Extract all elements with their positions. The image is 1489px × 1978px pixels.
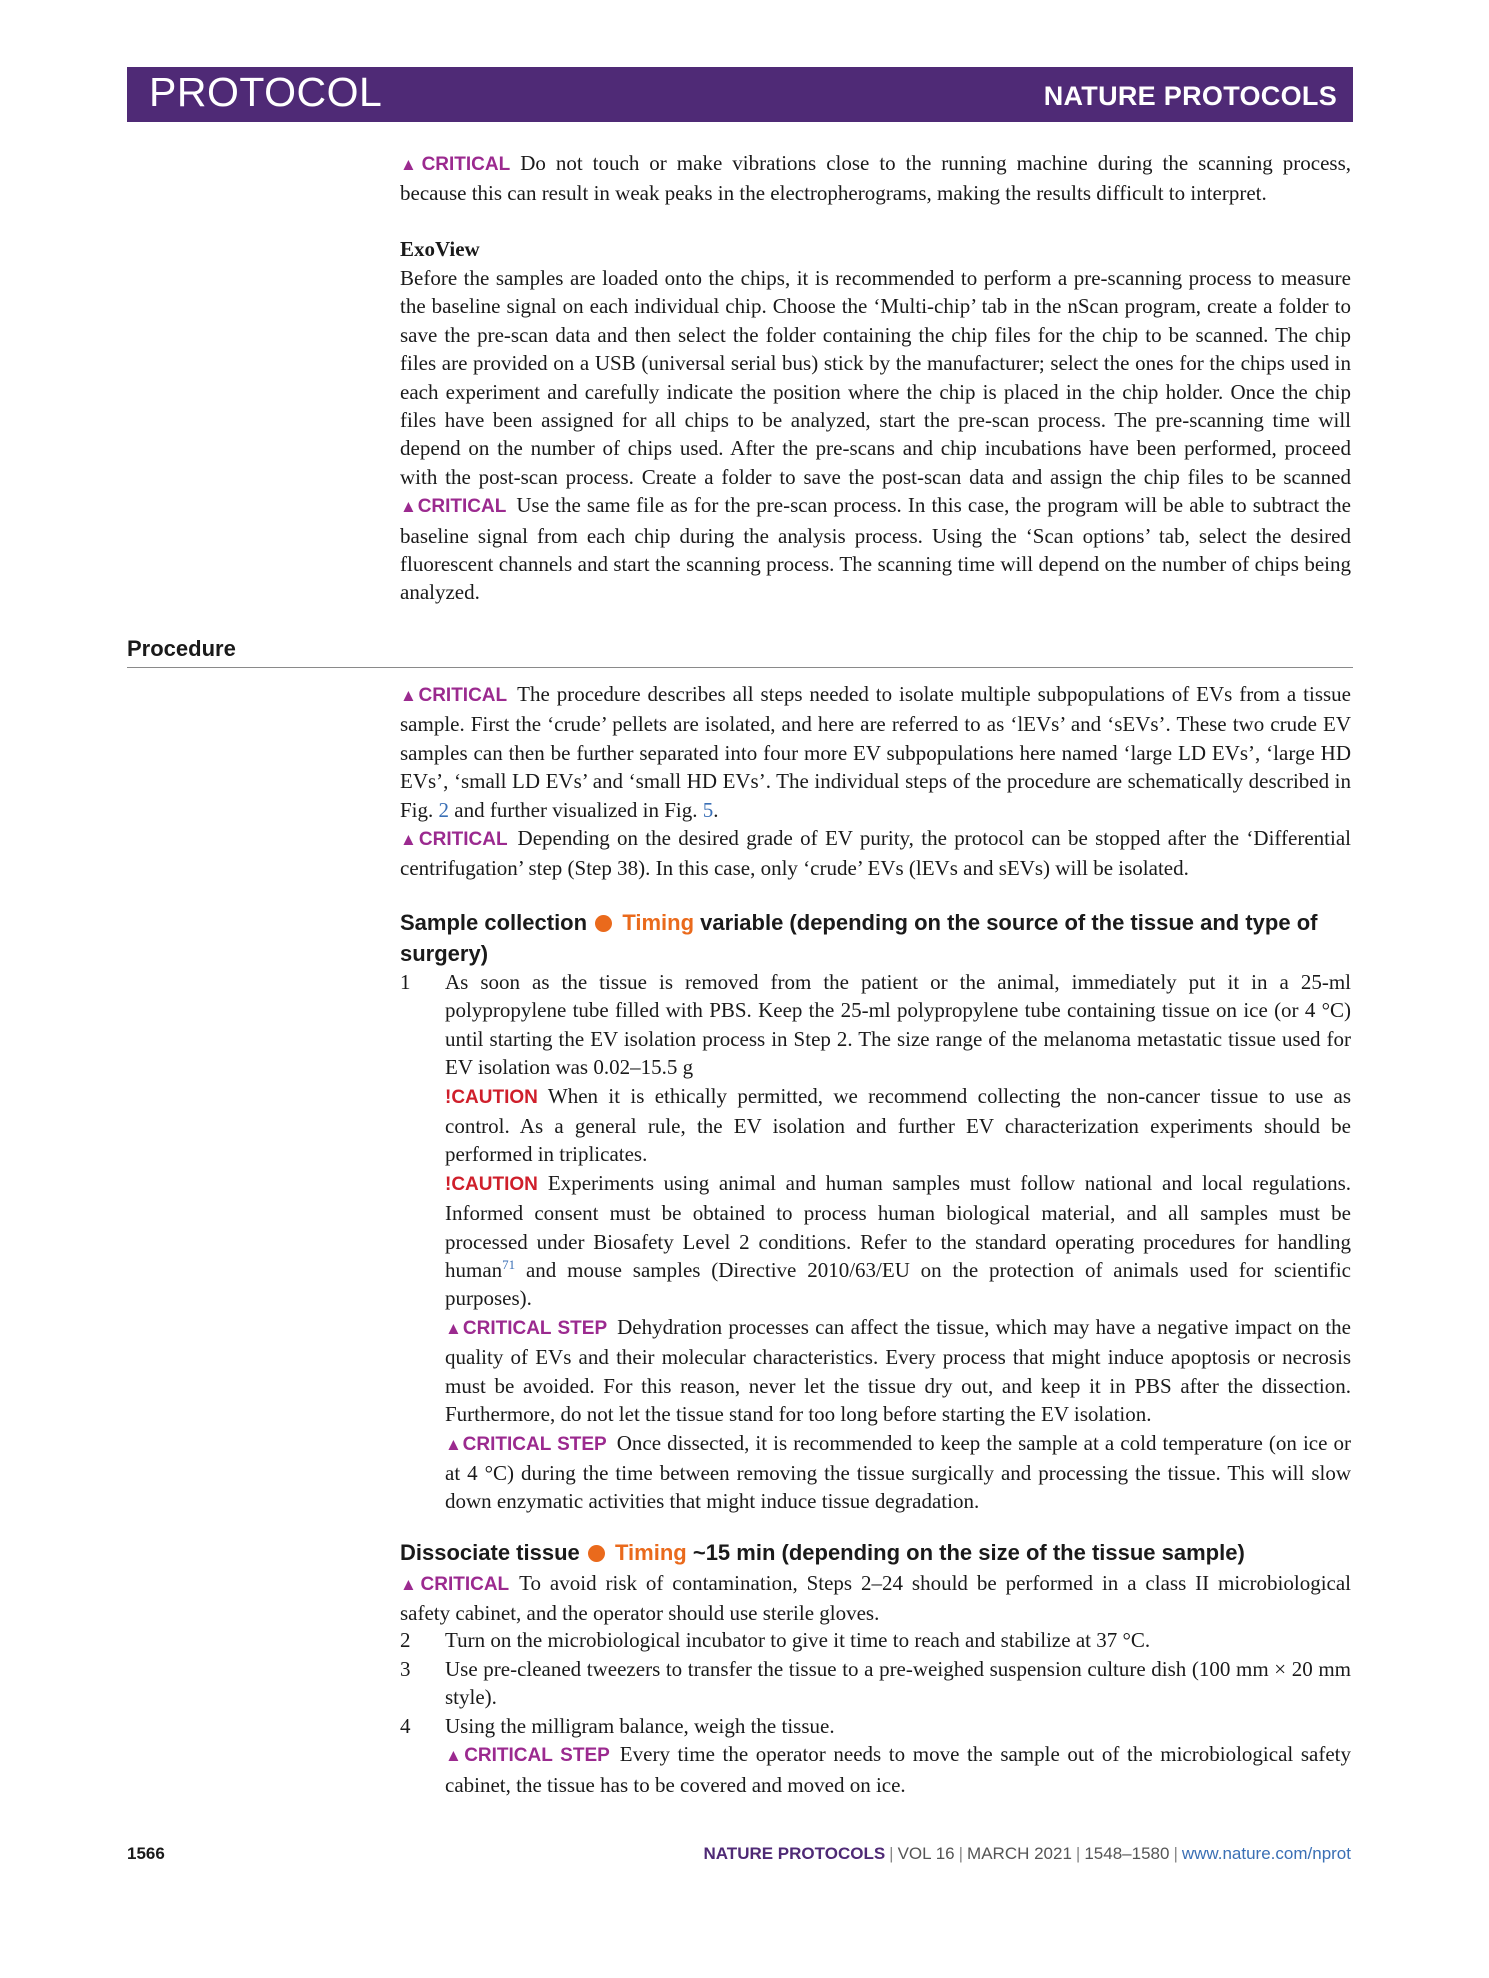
exoview-heading: ExoView: [400, 237, 480, 261]
warning-triangle-icon: ▲: [400, 1575, 421, 1594]
exoview-paragraph: Before the samples are loaded onto the chips, it is recommended to perform a pre-scanning process to measure the baseline signal on each individual chip. Choose the ‘Multi-chip’ tab in the nScan program, create a folder to save the pre-scan data and then select the folder containing the chip files for the chip to be scanned. The chip files are provided on a USB (universal serial bus) stick by the manufacturer; select the ones for the chips used in each experiment and carefully indicate the position where the chip is placed in the chip holder. Once the chip files have been assigned for all chips to be analyzed, start the pre-scan process. The pre-scanning time will depend on the number of chips used. After the pre-scans and chip incubations have been performed, proceed with the post-scan process. Create a folder to save the post-scan data and assign the chip files to be scanned ▲CRITICAL Use the same file as for the pre-scan process. In this case, the program will be able to subtract the baseline signal from each chip during the analysis process. Using the ‘Scan options’ tab, select the desired fluorescent channels and start the scanning process. The scanning time will depend on the number of chips being analyzed.: [400, 266, 1351, 605]
figure-link[interactable]: 2: [438, 797, 450, 822]
step-number: 3: [400, 1657, 411, 1681]
footer-citation: NATURE PROTOCOLS | VOL 16 | MARCH 2021 | 1548–1580 | www.nature.com/nprot: [703, 1844, 1351, 1863]
dissociate-critical-paragraph: ▲CRITICAL To avoid risk of contamination, Steps 2–24 should be performed in a class II microbiological safety cabinet, and the operator should use sterile gloves.: [400, 1571, 1352, 1626]
step-1-paragraph: As soon as the tissue is removed from the patient or the animal, immediately put it in a 25-ml polypropylene tube filled with PBS. Keep the 25-ml polypropylene tube containing tissue on ice (or 4 °C) until starting the EV isolation process in Step 2. The size range of the melanoma metastatic tissue used for EV isolation was 0.02–15.5 g !CAUTION When it is ethically permitted, we recommend collecting the non-cancer tissue to use as control. As a general rule, the EV isolation and further EV characterization experiments should be performed in triplicates. !CAUTION Experiments using animal and human samples must follow national and local regulations. Informed consent must be obtained to process human biological material, and all samples must be processed under Biosafety Level 2 conditions. Refer to the standard operating procedures for handling human$^{71}$ and mouse samples (Directive 2010/63/EU on the protection of animals used for scientific purposes). ▲CRITICAL STEP Dehydration processes can affect the tissue, which may have a negative impact on the quality of EVs and their molecular characteristics. Every process that might induce apoptosis or necrosis must be avoided. For this reason, never let the tissue dry out, and keep it in PBS after the dissection. Furthermore, do not let the tissue stand for too long before starting the EV isolation. ▲CRITICAL STEP Once dissected, it is recommended to keep the sample at a cold temperature (on ice or at 4 °C) during the time between removing the tissue surgically and processing the tissue. This will slow down enzymatic activities that might induce tissue degradation.: [445, 970, 1352, 1514]
critical-label: ▲CRITICAL: [400, 685, 508, 706]
header-bar: [127, 67, 1353, 122]
critical-step-label: ▲CRITICAL STEP: [445, 1745, 610, 1767]
warning-triangle-icon: ▲: [445, 1434, 463, 1454]
step-number: 2: [400, 1628, 411, 1652]
procedure-heading: Procedure: [127, 636, 236, 661]
timing-dot-icon: [595, 915, 612, 932]
warning-triangle-icon: ▲: [400, 830, 419, 850]
exclamation-icon: !: [445, 1086, 452, 1108]
procedure-critical-paragraph: ▲CRITICAL The procedure describes all steps needed to isolate multiple subpopulations of EVs from a tissue sample. First the ‘crude’ pellets are isolated, and here are referred to as ‘lEVs’ and ‘sEVs’. These two crude EV samples can then be further separated into four more EV subpopulations here named ‘large LD EVs’, ‘large HD EVs’, ‘small LD EVs’ and ‘small HD EVs’. The individual steps of the procedure are schematically described in Fig. 2 and further visualized in Fig. 5. ▲CRITICAL Depending on the desired grade of EV purity, the protocol can be stopped after the ‘Differential centrifugation’ step (Step 38). In this case, only ‘crude’ EVs (lEVs and sEVs) will be isolated.: [400, 682, 1351, 881]
reference-link[interactable]: 71: [502, 1257, 516, 1273]
dissociate-tissue-heading: Dissociate tissue Timing ~15 min (depending on the size of the tissue sample): [400, 1540, 1245, 1565]
figure-link[interactable]: 5: [702, 797, 714, 822]
warning-triangle-icon: ▲: [445, 1746, 465, 1766]
step-number: 1: [400, 970, 411, 994]
exclamation-icon: !: [445, 1173, 452, 1195]
intro-critical-paragraph: ▲CRITICAL Do not touch or make vibrations close to the running machine during the scanning process, because this can result in weak peaks in the electropherograms, making the results difficult to interpret.: [400, 151, 1351, 206]
critical-step-label: ▲CRITICAL STEP: [445, 1433, 607, 1455]
critical-step-label: ▲CRITICAL STEP: [445, 1317, 608, 1339]
caution-label: !CAUTION: [445, 1086, 538, 1108]
section-divider: [127, 667, 1353, 668]
timing-dot-icon: [588, 1545, 605, 1562]
journal-url-link[interactable]: www.nature.com/nprot: [1181, 1844, 1351, 1863]
warning-triangle-icon: ▲: [400, 686, 419, 705]
critical-label: ▲CRITICAL: [400, 154, 511, 175]
step-4-paragraph: Using the milligram balance, weigh the tissue. ▲CRITICAL STEP Every time the operator needs to move the sample out of the microbiological safety cabinet, the tissue has to be covered and moved on ice.: [445, 1714, 1351, 1797]
critical-label: ▲CRITICAL: [400, 496, 507, 518]
warning-triangle-icon: ▲: [400, 497, 418, 517]
journal-title: NATURE PROTOCOLS: [1043, 81, 1337, 111]
caution-label: !CAUTION: [445, 1173, 538, 1195]
step-number: 4: [400, 1714, 411, 1738]
step-3-paragraph: Use pre-cleaned tweezers to transfer the tissue to a pre-weighed suspension culture dish (100 mm × 20 mm style).: [445, 1657, 1351, 1710]
step-2-paragraph: Turn on the microbiological incubator to give it time to reach and stabilize at 37 °C.: [445, 1628, 1151, 1652]
critical-label: ▲CRITICAL: [400, 1574, 510, 1595]
warning-triangle-icon: ▲: [445, 1318, 463, 1338]
section-type-title: PROTOCOL: [149, 69, 383, 115]
page-number: 1566: [127, 1844, 165, 1863]
sample-collection-heading: Sample collection Timing variable (depending on the source of the tissue and type of surgery): [400, 910, 1318, 966]
critical-label: ▲CRITICAL: [400, 829, 508, 851]
warning-triangle-icon: ▲: [400, 155, 422, 174]
